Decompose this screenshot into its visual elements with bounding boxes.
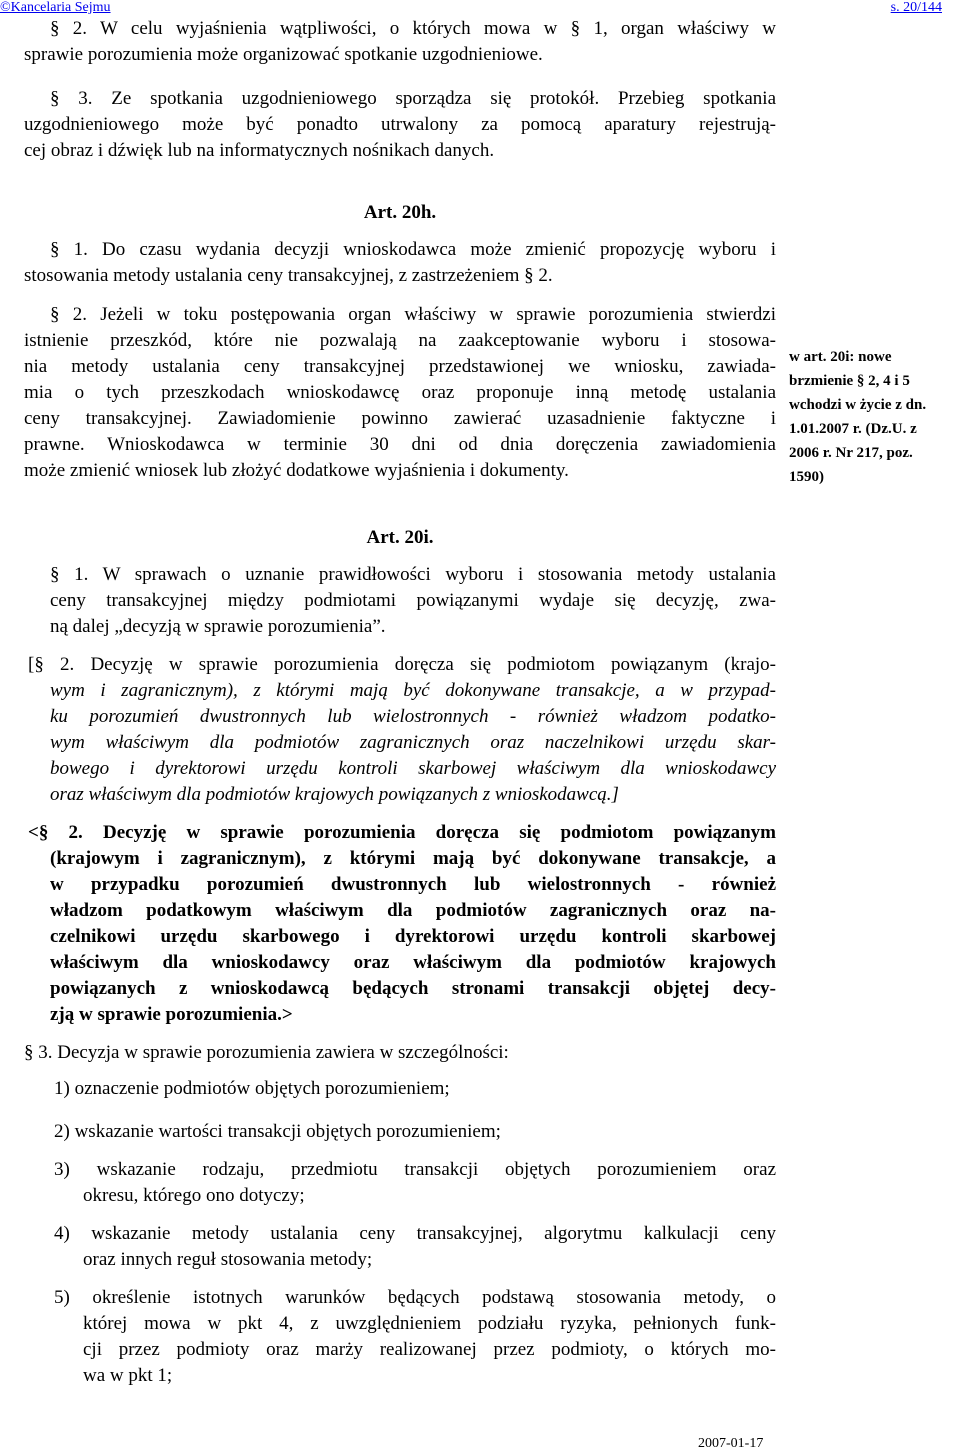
margin-note-line: wchodzi w życie z dn. xyxy=(789,397,927,413)
text-line: § 3. Ze spotkania uzgodnieniowego sporządza się protokół. Przebieg spotkania xyxy=(50,88,776,109)
text-line: § 1. Do czasu wydania decyzji wnioskodawca może zmienić propozycję wyboru i xyxy=(50,239,776,260)
list-item: 1) oznaczenie podmiotów objętych porozumieniem; xyxy=(54,1078,450,1099)
page-number-link[interactable]: s. 20/144 xyxy=(890,0,942,15)
text-line: powiązanych z wnioskodawcą będących stronami transakcji objętej decy- xyxy=(50,978,776,999)
text-line: uzgodnieniowego może być ponadto utrwalony za pomocą aparatury rejestrują- xyxy=(24,114,776,135)
text-line: § 2. Jeżeli w toku postępowania organ właściwy w sprawie porozumienia stwierdzi xyxy=(50,304,776,325)
text-line: właściwym dla wnioskodawcy oraz właściwym dla podmiotów krajowych xyxy=(50,952,776,973)
text-line: zją w sprawie porozumienia.> xyxy=(50,1004,293,1025)
text-line: § 1. W sprawach o uznanie prawidłowości wyboru i stosowania metody ustalania xyxy=(50,564,776,585)
text-line: oraz właściwym dla podmiotów krajowych powiązanych z wnioskodawcą.] xyxy=(50,784,619,805)
text-line: wym właściwym dla podmiotów zagranicznych oraz naczelnikowi urzędu skar- xyxy=(50,732,776,753)
article-heading-20h: Art. 20h. xyxy=(363,202,437,223)
margin-note-line: 1.01.2007 r. (Dz.U. z xyxy=(789,421,917,437)
text-line: prawne. Wnioskodawca w terminie 30 dni od dnia doręczenia zawiadomienia xyxy=(24,434,776,455)
text-line: [§ 2. Decyzję w sprawie porozumienia doręcza się podmiotom powiązanym (krajo- xyxy=(28,654,776,675)
margin-note-line: w art. 20i: nowe xyxy=(789,349,892,365)
list-item: oraz innych reguł stosowania metody; xyxy=(83,1249,373,1270)
margin-note-line: 2006 r. Nr 217, poz. xyxy=(789,445,913,461)
list-item: 5) określenie istotnych warunków będących podstawą stosowania metody, o xyxy=(54,1287,776,1308)
article-heading-20i: Art. 20i. xyxy=(366,527,434,548)
text-line: (krajowym i zagranicznym), z którymi mają być dokonywane transakcje, a xyxy=(50,848,776,869)
text-line: nia metody ustalania ceny transakcyjnej przedstawionej we wniosku, zawiada- xyxy=(24,356,776,377)
kancelaria-sejmu-link[interactable]: ©Kancelaria Sejmu xyxy=(0,0,111,15)
text-line: może zmienić wniosek lub złożyć dodatkowe wyjaśnienia i dokumenty. xyxy=(24,460,569,481)
list-item: 3) wskazanie rodzaju, przedmiotu transakcji objętych porozumieniem oraz xyxy=(54,1159,776,1180)
text-line: władzom podatkowym właściwym dla podmiotów zagranicznych oraz na- xyxy=(50,900,776,921)
list-item: wa w pkt 1; xyxy=(83,1365,173,1386)
text-line: czelnikowi urzędu skarbowego i dyrektorowi urzędu kontroli skarbowej xyxy=(50,926,776,947)
margin-note-line: brzmienie § 2, 4 i 5 xyxy=(789,373,910,389)
text-line: w przypadku porozumień dwustronnych lub wielostronnych - również xyxy=(50,874,776,895)
margin-note-line: 1590) xyxy=(789,469,824,485)
text-line: bowego i dyrektorowi urzędu kontroli skarbowej właściwym dla wnioskodawcy xyxy=(50,758,776,779)
text-line: ceny transakcyjnej między podmiotami powiązanymi wydaje się decyzję, zwa- xyxy=(50,590,776,611)
list-item: 2) wskazanie wartości transakcji objętych porozumieniem; xyxy=(54,1121,501,1142)
text-line: sprawie porozumienia może organizować spotkanie uzgodnieniowe. xyxy=(24,44,543,65)
list-item: okresu, którego ono dotyczy; xyxy=(83,1185,305,1206)
footer-date: 2007-01-17 xyxy=(698,1436,764,1451)
list-item: 4) wskazanie metody ustalania ceny transakcyjnej, algorytmu kalkulacji ceny xyxy=(54,1223,776,1244)
text-line: stosowania metody ustalania ceny transakcyjnej, z zastrzeżeniem § 2. xyxy=(24,265,553,286)
list-item: cji przez podmioty oraz marży realizowanej przez podmioty, o których mo- xyxy=(83,1339,776,1360)
list-item: której mowa w pkt 4, z uwzględnieniem podziału ryzyka, pełnionych funk- xyxy=(83,1313,776,1334)
text-line: § 3. Decyzja w sprawie porozumienia zawiera w szczególności: xyxy=(24,1042,509,1063)
text-line: mia o tych przeszkodach wnioskodawcę oraz proponuje inną metodę ustalania xyxy=(24,382,776,403)
text-line: cej obraz i dźwięk lub na informatycznych nośnikach danych. xyxy=(24,140,495,161)
text-line: <§ 2. Decyzję w sprawie porozumienia doręcza się podmiotom powiązanym xyxy=(28,822,776,843)
text-line: ku porozumień dwustronnych lub wielostronnych - również władzom podatko- xyxy=(50,706,776,727)
text-line: wym i zagranicznym), z którymi mają być dokonywane transakcje, a w przypad- xyxy=(50,680,776,701)
text-line: istnienie przeszkód, które nie pozwalają na zaakceptowanie wyboru i stosowa- xyxy=(24,330,776,351)
text-line: ceny transakcyjnej. Zawiadomienie powinno zawierać uzasadnienie faktyczne i xyxy=(24,408,776,429)
text-line: ną dalej „decyzją w sprawie porozumienia”. xyxy=(50,616,386,637)
text-line: § 2. W celu wyjaśnienia wątpliwości, o których mowa w § 1, organ właściwy w xyxy=(50,18,776,39)
